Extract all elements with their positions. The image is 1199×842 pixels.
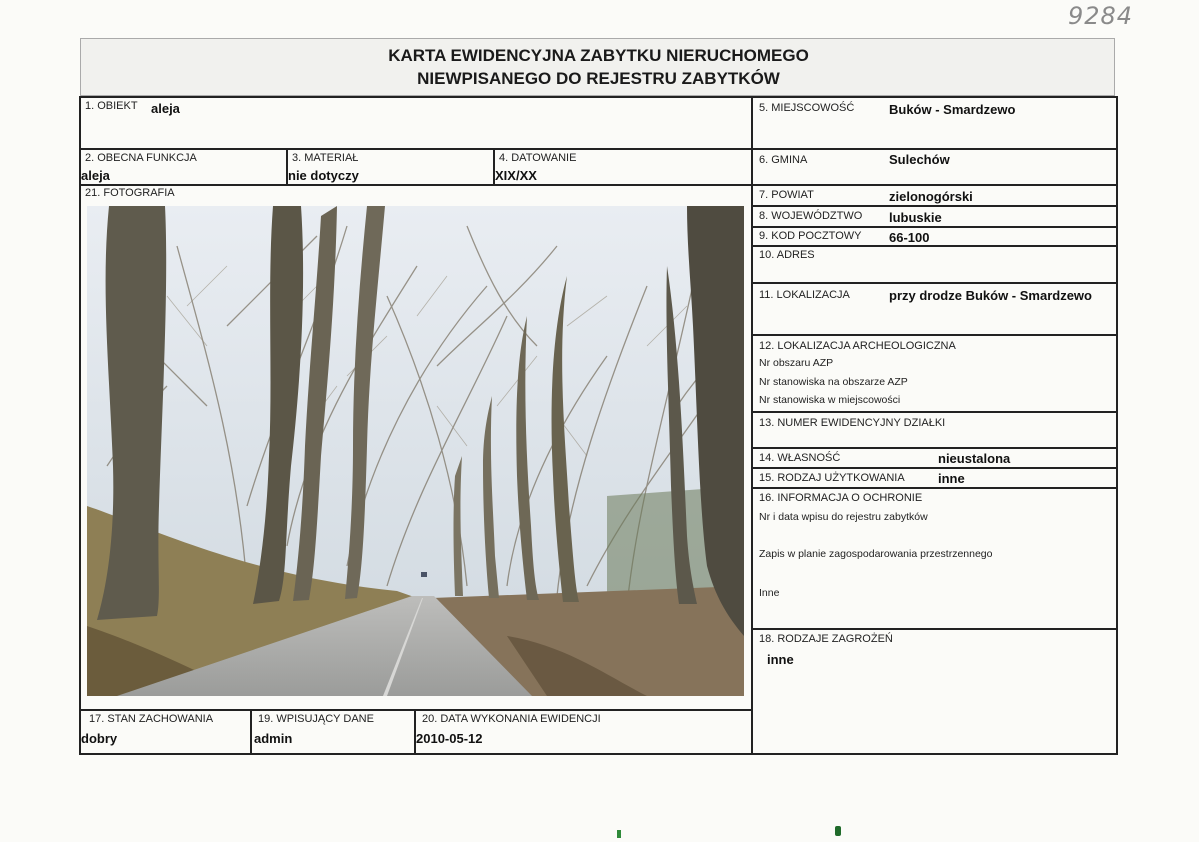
wlasnosc-label: 14. WŁASNOŚĆ — [759, 452, 841, 464]
wojewodztwo-label: 8. WOJEWÓDZTWO — [759, 210, 863, 222]
fotografia-label: 21. FOTOGRAFIA — [85, 187, 175, 199]
field-obecna-funkcja — [79, 148, 288, 186]
gmina-label: 6. GMINA — [759, 154, 808, 166]
powiat-value: zielonogórski — [889, 189, 973, 204]
lokalizacja-label: 11. LOKALIZACJA — [759, 289, 850, 301]
lok-arch-line1: Nr obszaru AZP — [759, 357, 834, 369]
lok-arch-line3: Nr stanowiska w miejscowości — [759, 394, 901, 406]
numer-dzialki-label: 13. NUMER EWIDENCYJNY DZIAŁKI — [759, 417, 946, 429]
wpisujacy-label: 19. WPISUJĄCY DANE — [258, 713, 374, 725]
scan-speck — [617, 830, 621, 838]
field-wojewodztwo — [751, 205, 1118, 228]
wpisujacy-value: admin — [254, 731, 293, 746]
datowanie-value: XIX/XX — [495, 168, 537, 183]
field-informacja-o-ochronie — [751, 487, 1118, 630]
ochrona-line2: Zapis w planie zagospodarowania przestrzennego — [759, 548, 993, 560]
scan-speck — [835, 826, 841, 836]
field-kod-pocztowy — [751, 226, 1118, 247]
obiekt-label: 1. OBIEKT — [85, 100, 138, 112]
form-title-line2: NIEWPISANEGO DO REJESTRU ZABYTKÓW — [417, 69, 780, 88]
field-rodzaje-zagrozen — [751, 628, 1118, 755]
field-gmina — [751, 148, 1118, 186]
rodzaj-uzytkowania-value: inne — [938, 471, 965, 486]
ochrona-line1: Nr i data wpisu do rejestru zabytków — [759, 511, 928, 523]
obecna-funkcja-value: aleja — [81, 168, 110, 183]
field-obiekt — [79, 96, 753, 150]
zagrozenia-label: 18. RODZAJE ZAGROŻEŃ — [759, 633, 893, 645]
material-value: nie dotyczy — [288, 168, 359, 183]
lok-arch-label: 12. LOKALIZACJA ARCHEOLOGICZNA — [759, 340, 956, 352]
field-miejscowosc — [751, 96, 1118, 150]
data-wykonania-value: 2010-05-12 — [416, 731, 483, 746]
gmina-value: Sulechów — [889, 152, 950, 167]
data-wykonania-label: 20. DATA WYKONANIA EWIDENCJI — [422, 713, 601, 725]
lok-arch-line2: Nr stanowiska na obszarze AZP — [759, 376, 908, 388]
handwritten-number: 9284 — [1068, 2, 1134, 30]
form-title-line1: KARTA EWIDENCYJNA ZABYTKU NIERUCHOMEGO — [388, 46, 809, 65]
miejscowosc-value: Buków - Smardzewo — [889, 102, 1016, 117]
wojewodztwo-value: lubuskie — [889, 210, 942, 225]
field-powiat — [751, 184, 1118, 207]
field-wpisujacy — [250, 709, 416, 755]
alley-photograph — [87, 206, 744, 696]
field-lokalizacja-archeologiczna — [751, 334, 1118, 413]
obecna-funkcja-label: 2. OBECNA FUNKCJA — [85, 152, 197, 164]
material-label: 3. MATERIAŁ — [292, 152, 359, 164]
field-material — [286, 148, 495, 186]
stan-value: dobry — [81, 731, 118, 746]
field-rodzaj-uzytkowania — [751, 467, 1118, 489]
field-wlasnosc — [751, 447, 1118, 469]
field-data-wykonania — [414, 709, 753, 755]
kod-pocztowy-label: 9. KOD POCZTOWY — [759, 230, 862, 242]
field-datowanie — [493, 148, 753, 186]
form-header — [80, 38, 1115, 96]
field-adres — [751, 245, 1118, 284]
field-stan-zachowania — [79, 709, 252, 755]
field-numer-dzialki — [751, 411, 1118, 449]
datowanie-label: 4. DATOWANIE — [499, 152, 577, 164]
kod-pocztowy-value: 66-100 — [889, 230, 930, 245]
obiekt-value: aleja — [151, 101, 180, 116]
stan-label: 17. STAN ZACHOWANIA — [89, 713, 214, 725]
zagrozenia-value: inne — [767, 652, 794, 667]
ochrona-line3: Inne — [759, 587, 780, 599]
ochrona-label: 16. INFORMACJA O OCHRONIE — [759, 492, 923, 504]
wlasnosc-value: nieustalona — [938, 451, 1011, 466]
miejscowosc-label: 5. MIEJSCOWOŚĆ — [759, 102, 855, 114]
rodzaj-uzytkowania-label: 15. RODZAJ UŻYTKOWANIA — [759, 472, 905, 484]
adres-label: 10. ADRES — [759, 249, 815, 261]
powiat-label: 7. POWIAT — [759, 189, 814, 201]
lokalizacja-value: przy drodze Buków - Smardzewo — [889, 288, 1092, 303]
field-lokalizacja — [751, 282, 1118, 336]
